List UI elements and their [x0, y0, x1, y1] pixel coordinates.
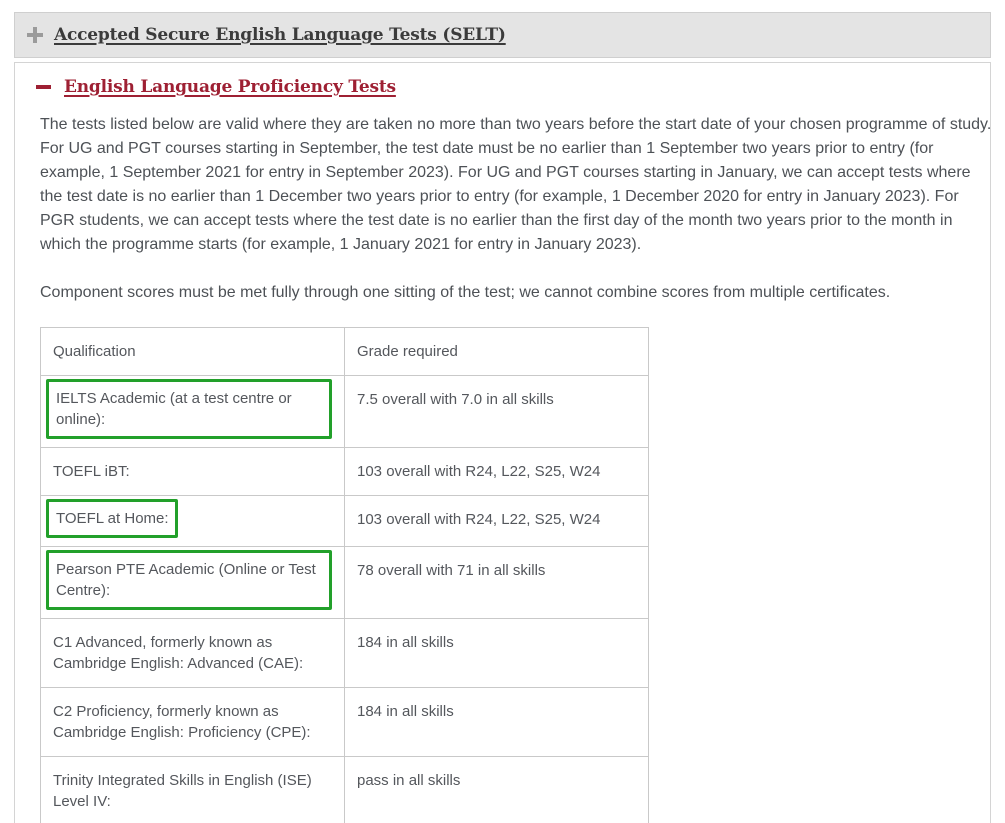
grade-cell: 78 overall with 71 in all skills: [345, 547, 649, 619]
minus-icon: [36, 85, 51, 89]
qualification-cell: C1 Advanced, formerly known as Cambridge English: Advanced (CAE):: [41, 619, 345, 688]
accordion-title-english-proficiency[interactable]: English Language Proficiency Tests: [64, 77, 396, 97]
column-header-qualification: Qualification: [41, 328, 345, 376]
plus-icon: [27, 27, 43, 43]
grade-cell: 7.5 overall with 7.0 in all skills: [345, 376, 649, 448]
accordion-title-selt[interactable]: Accepted Secure English Language Tests (SELT): [54, 25, 506, 45]
paragraph-test-validity: The tests listed below are valid where they are taken no more than two years before the start date of your chosen programme of study. For UG and PGT courses starting in September, the test date must be no earlier than 1 September two years prior to entry (for example, 1 September 2021 for entry in September 2023). For UG and PGT courses starting in January, we can accept tests where the test date is no earlier than 1 December two years prior to entry (for example, 1 December 2020 for entry in January 2023). For PGR students, we can accept tests where the test date is no earlier than the first day of the month two years prior to the month in which the programme starts (for example, 1 January 2021 for entry in January 2023).: [40, 116, 992, 253]
grade-cell: pass in all skills: [345, 757, 649, 823]
accordion-item-selt[interactable]: [14, 12, 991, 58]
qualification-cell: [41, 376, 345, 448]
green-annotation-box: [46, 550, 332, 610]
qualification-cell: C2 Proficiency, formerly known as Cambridge English: Proficiency (CPE):: [41, 688, 345, 757]
accordion: [14, 12, 991, 823]
grade-cell: 103 overall with R24, L22, S25, W24: [345, 496, 649, 547]
requirements-table: [40, 327, 649, 823]
table-row: [41, 376, 649, 448]
qualification-text: TOEFL at Home:: [56, 510, 169, 527]
table-row: [41, 757, 649, 823]
column-header-grade: Grade required: [345, 328, 649, 376]
qualification-cell: [41, 547, 345, 619]
qualification-text: IELTS Academic (at a test centre or online):: [56, 390, 292, 428]
green-annotation-box: [46, 379, 332, 439]
accordion-panel-english-tests: [14, 62, 991, 823]
table-row: [41, 547, 649, 619]
table-row: [41, 688, 649, 757]
qualification-cell: [41, 496, 345, 547]
green-annotation-box: [46, 499, 178, 538]
table-header-row: [41, 328, 649, 376]
accordion-item-english-proficiency[interactable]: [26, 77, 979, 97]
table-row: [41, 496, 649, 547]
qualification-cell: TOEFL iBT:: [41, 448, 345, 496]
grade-cell: 184 in all skills: [345, 688, 649, 757]
qualification-cell: Trinity Integrated Skills in English (ISE) Level IV:: [41, 757, 345, 823]
table-row: [41, 448, 649, 496]
qualification-text: Pearson PTE Academic (Online or Test Centre):: [56, 561, 316, 599]
table-row: [41, 619, 649, 688]
grade-cell: 103 overall with R24, L22, S25, W24: [345, 448, 649, 496]
paragraph-component-scores: Component scores must be met fully through one sitting of the test; we cannot combine scores from multiple certificates.: [40, 284, 891, 301]
grade-cell: 184 in all skills: [345, 619, 649, 688]
